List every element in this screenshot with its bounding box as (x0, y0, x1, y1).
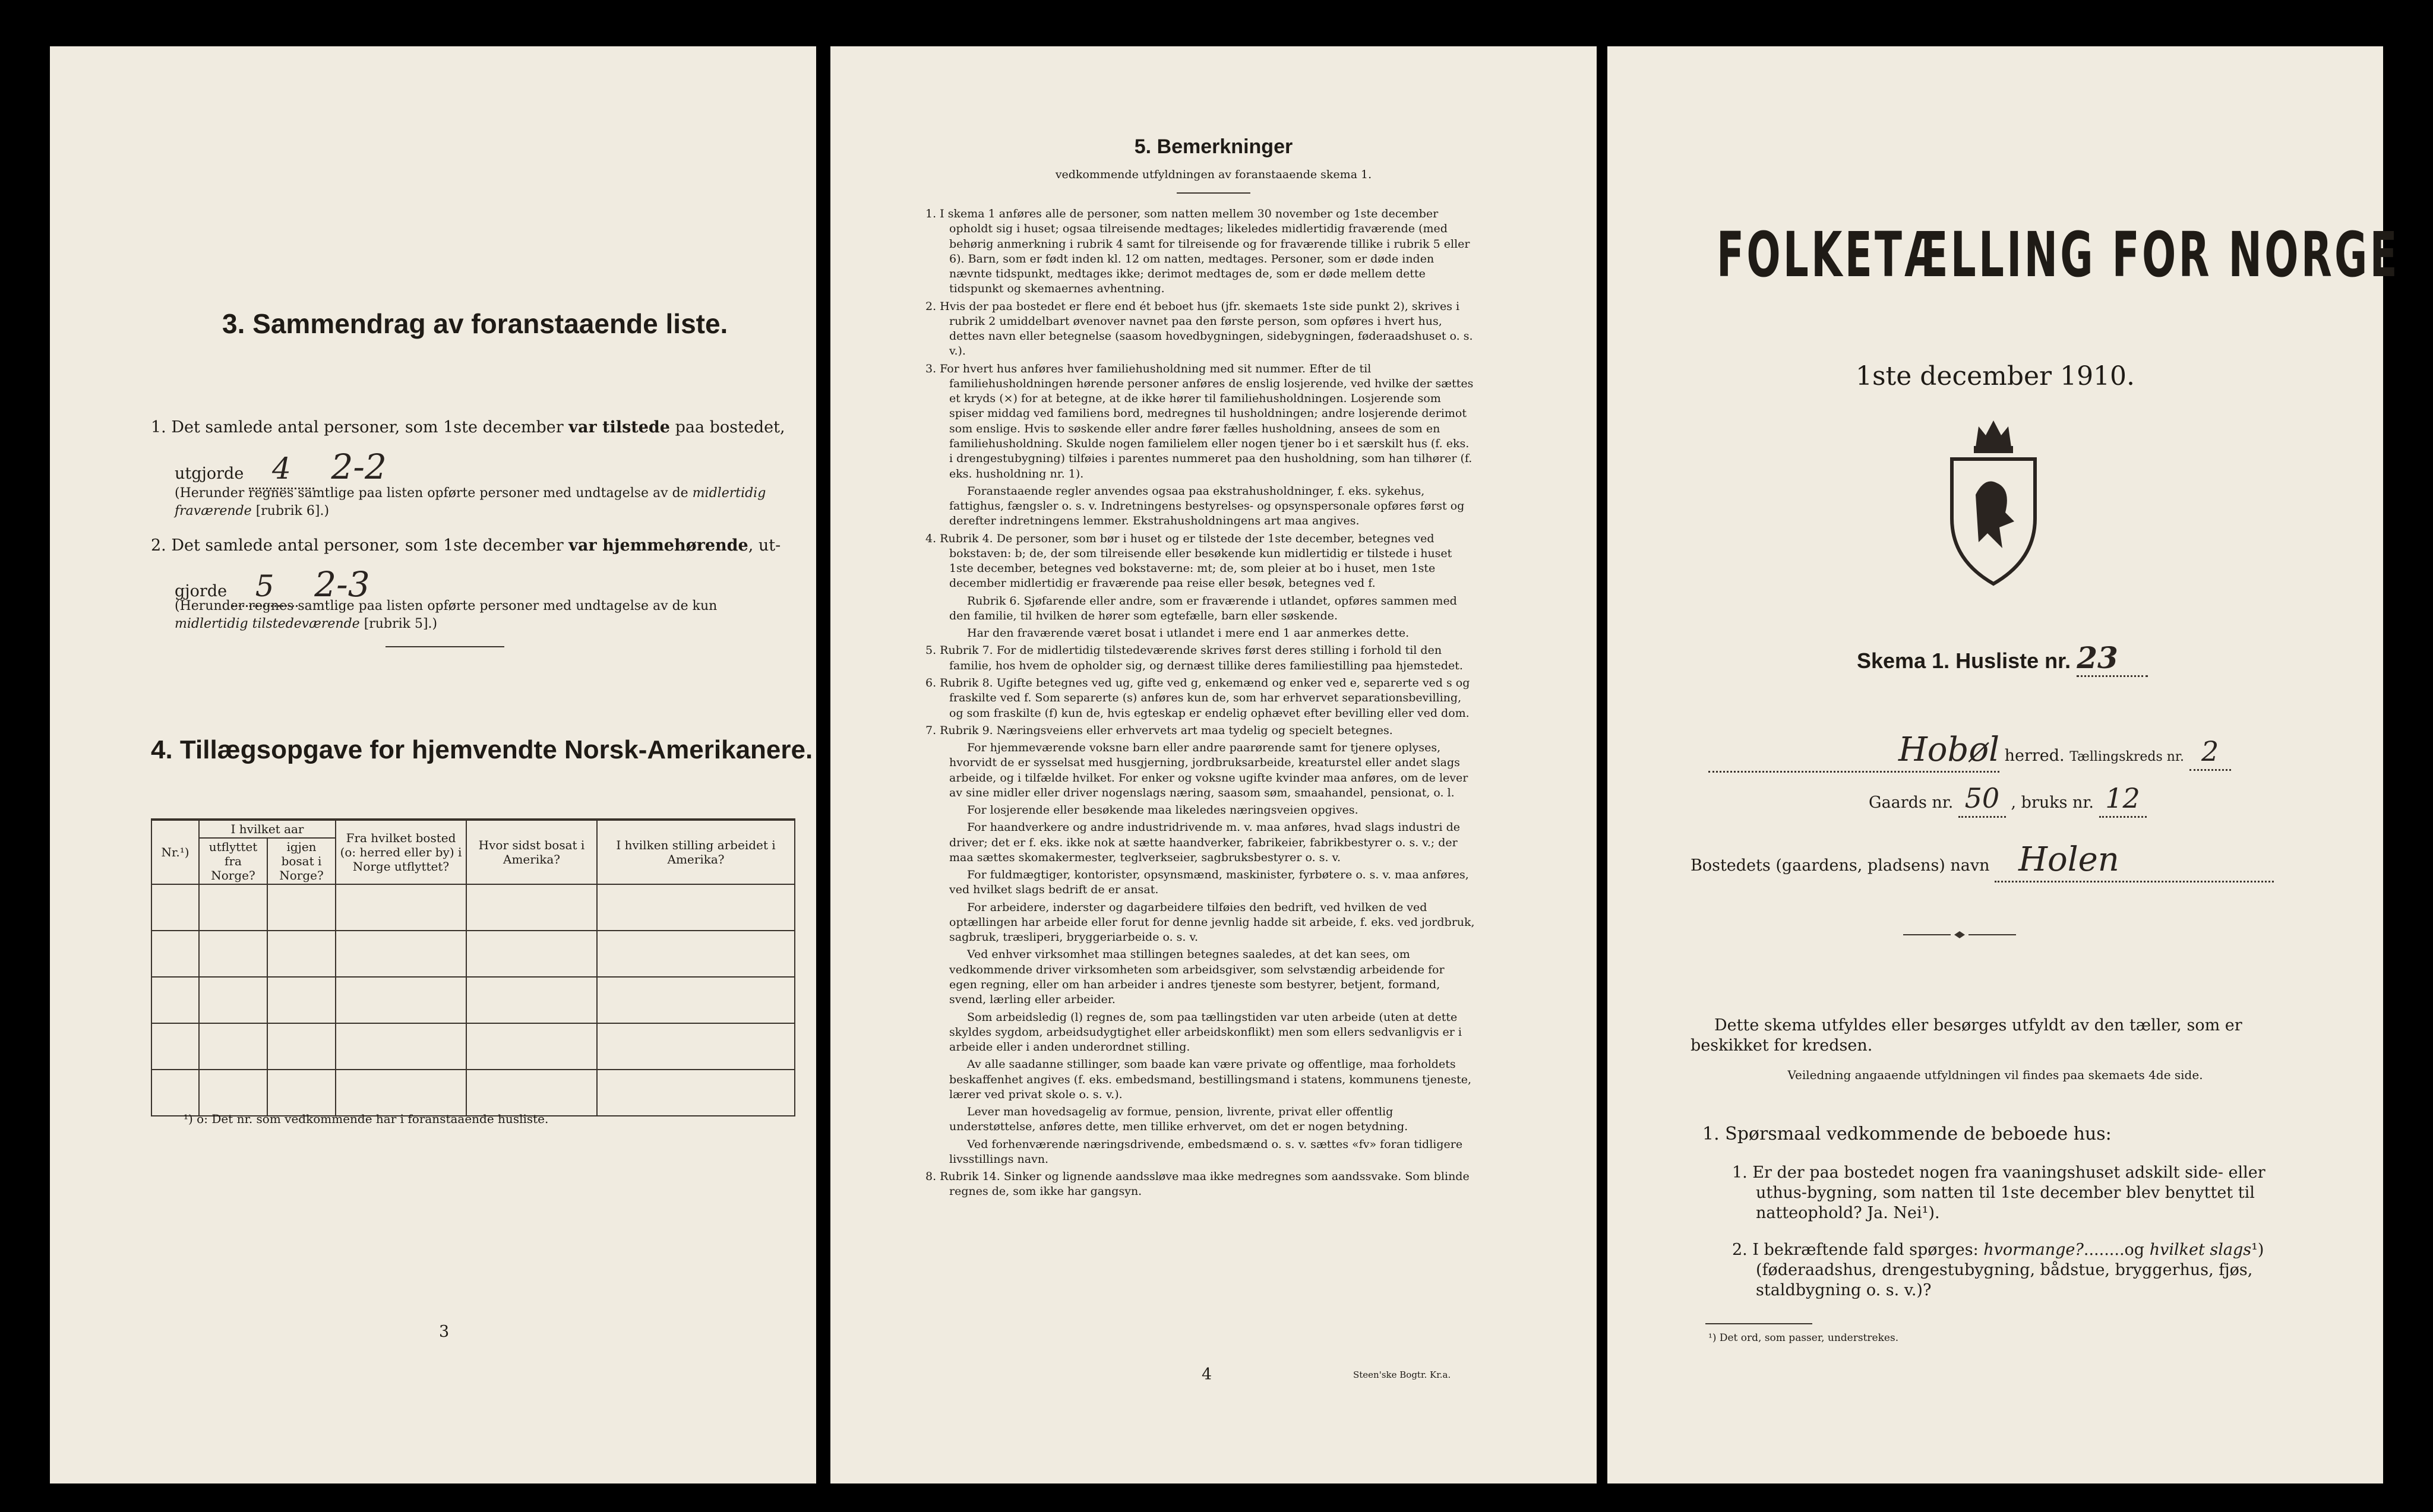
bruks-handwritten: 12 (2105, 782, 2140, 814)
kreds-handwritten: 2 (2201, 735, 2219, 767)
question1-2-text-b: ........og (2083, 1241, 2150, 1259)
remark-paragraph: 2. Hvis der paa bostedet er flere end ét beboet hus (jfr. skemaets 1ste side punkt 2), skrives i rubrik 2 umiddelbart øvenover navnet paa den første person, som opføres i hvert hus, dettes navn eller betegnelse (saasom hovedbygningen, sidebygningen, føderaadshuset o. s. v.). (925, 299, 1473, 358)
page-number-4: 4 (1202, 1365, 1212, 1384)
remarks-subtitle: vedkommende utfyldningen av foranstaaende skema 1. (1055, 168, 1372, 181)
table-cell (267, 931, 336, 977)
remark-paragraph: Ved forhenværende næringsdrivende, embedsmænd o. s. v. sættes «fv» foran tidligere livsstillings navn. (949, 1137, 1463, 1166)
section3-title: 3. Sammendrag av foranstaaende liste. (222, 308, 728, 339)
remark-paragraph: Ved enhver virksomhet maa stillingen betegnes saaledes, at det kan sees, om vedkommende driver virksomheten som arbeidsgiver, som selvstændig arbeidende for egen regning, eller om han arbeider i andres tjeneste som bestyrer, betjent, formand, svend, lærling eller arbeider. (949, 948, 1445, 1007)
table-row (151, 1070, 795, 1116)
coat-of-arms-icon (1943, 394, 2044, 590)
right-footnote: ¹) Det ord, som passer, understrekes. (1708, 1332, 1899, 1344)
ornament-divider-icon (1903, 929, 2016, 941)
item2-note-italic: midlertidig tilstedeværende (175, 616, 360, 631)
item2-bold: var hjemmehørende (568, 536, 748, 555)
remark-paragraph: Av alle saadanne stillinger, som baade kan være private og offentlige, maa forholdets beskaffenhet angives (f. eks. embedsmand, bestillingsmand i statens, kommunens tjeneste, lærer ved privat skole o. s. v.). (949, 1058, 1472, 1101)
kreds-label: Tællingskreds nr. (2069, 749, 2185, 764)
question1-2 (1732, 1240, 2320, 1300)
section4-title: 4. Tillægsopgave for hjemvendte Norsk-Amerikanere. (151, 735, 813, 764)
item1-bold: var tilstede (568, 418, 670, 436)
intro-text: Dette skema utfyldes eller besørges utfyldt av den tæller, som er beskikket for kredsen. (1691, 1016, 2242, 1055)
item2-handwritten-split: 2-3 (314, 564, 370, 605)
col-igjen: igjen bosat i Norge? (267, 838, 336, 884)
norsk-amerikanere-table (151, 818, 795, 1116)
remark-paragraph: For fuldmægtiger, kontorister, opsynsmænd, maskinister, fyrbøtere o. s. v. maa anføres, ved hvilket slags bedrift de er ansat. (949, 868, 1469, 897)
remark-paragraph: Lever man hovedsagelig av formue, pension, livrente, privat eller offentlig understøttelse, anføres dette, men tillike erhvervet, om det er nogen betydning. (949, 1105, 1408, 1134)
gaards-label: Gaards nr. (1869, 793, 1954, 812)
question1-1 (1732, 1163, 2320, 1223)
bosted-line (1691, 839, 2274, 882)
question1-2-italic: hvormange? (1983, 1241, 2084, 1259)
remark-paragraph: For haandverkere og andre industridrivende m. v. maa anføres, hvad slags industri de driver; det er f. eks. ikke nok at sætte haandverker, fabrikeier, fabrikbestyrer o. s. v.; der maa sættes skomakermester, teglverkseier, sagbruksbestyrer o. s. v. (949, 821, 1461, 864)
gaards-line (1869, 782, 2147, 818)
table-cell (336, 931, 466, 977)
section3-item2 (151, 536, 798, 556)
item2-note-text-b: [rubrik 5].) (359, 616, 438, 631)
table-cell (466, 884, 597, 931)
remark-paragraph: Rubrik 6. Sjøfarende eller andre, som er fraværende i utlandet, opføres sammen med den familie, til hvilken de hører som egtefælle, barn eller søskende. (949, 594, 1457, 622)
table-row (151, 884, 795, 931)
col-fra-bosted: Fra hvilket bosted (o: herred eller by) i Norge utflyttet? (336, 820, 466, 884)
table-cell (199, 1023, 267, 1070)
table-cell (151, 977, 199, 1023)
table-cell (466, 977, 597, 1023)
item1-text-b: paa bostedet, (669, 418, 785, 436)
col-group-year: I hvilket aar (199, 820, 336, 838)
table-cell (466, 931, 597, 977)
gaards-handwritten: 50 (1964, 782, 2000, 814)
left-page (50, 46, 816, 1483)
item2-text-b: , ut- (748, 536, 781, 555)
remark-paragraph: 4. Rubrik 4. De personer, som bør i huset og er tilstede der 1ste december, betegnes ved bokstaven: b; de, der som tilreisende eller besøkende kun midlertidig er tilstede i huset 1ste december, betegnes ved bokstaverne: mt; de, som pleier at bo i huset, men 1ste december midlertidig er fraværende paa reise eller besøk, betegnes ved f. (925, 532, 1452, 590)
middle-page (830, 46, 1597, 1483)
remark-paragraph: 1. I skema 1 anføres alle de personer, som natten mellem 30 november og 1ste december opholdt sig i huset; ogsaa tilreisende medtages; likeledes midlertidig fraværende (med behørig anmerkning i rubrik 4 samt for tilreisende og for fraværende tillike i rubrik 5 eller 6). Barn, som er født inden kl. 12 om natten, medtages. Personer, som er døde inden nævnte tidspunkt, medtages ikke; derimot medtages de, som er døde mellem dette tidspunkt og skemaernes avhentning. (925, 207, 1470, 296)
table-cell (597, 1023, 795, 1070)
question1-1-text: 1. Er der paa bostedet nogen fra vaaningshuset adskilt side- eller uthus-bygning, som natten til 1ste december blev benyttet til natteophold? (1732, 1163, 2265, 1222)
col-utflyttet: utflyttet fra Norge? (199, 838, 267, 884)
herred-line (1708, 729, 2302, 773)
section3-item1 (151, 417, 798, 438)
item1-note-text: (Herunder regnes samtlige paa listen opførte personer med undtagelse av de (175, 486, 693, 501)
table-cell (199, 977, 267, 1023)
table-row (151, 1023, 795, 1070)
question1-2-text-c: ¹) (føderaadshus, drengestubygning, bådstue, bryggerhus, fjøs, staldbygning o. s. v.)? (1756, 1241, 2264, 1299)
table-cell (151, 1070, 199, 1116)
page-number-3: 3 (439, 1323, 450, 1341)
item1-handwritten-split: 2-2 (331, 447, 387, 487)
bosted-handwritten: Holen (2018, 840, 2119, 879)
table-cell (267, 1023, 336, 1070)
item1-prefix: utgjorde (175, 464, 244, 483)
table-cell (199, 1070, 267, 1116)
remark-paragraph: Som arbeidsledig (l) regnes de, som paa tællingstiden var uten arbeide (uten at dette skyldes sygdom, arbeidsudygtighet eller arbeidskonflikt) men som ellers sedvanligvis er i arbeide eller i anden underordnet stilling. (949, 1010, 1462, 1054)
item2-text: 2. Det samlede antal personer, som 1ste december (151, 536, 569, 555)
item1-handwritten-total: 4 (272, 451, 291, 486)
col-hvor-sidst: Hvor sidst bosat i Amerika? (466, 820, 597, 884)
item1-note (175, 485, 792, 520)
remark-paragraph: Foranstaaende regler anvendes ogsaa paa ekstrahusholdninger, f. eks. sykehus, fattighus, fængsler o. s. v. Indretningens bestyrelses- og opsynspersonale opføres først og derefter indretningens lemmer. Ekstrahusholdningens art maa angives. (949, 484, 1465, 528)
item2-prefix: gjorde (175, 582, 227, 600)
census-date: 1ste december 1910. (1855, 361, 2135, 391)
bruks-label: , bruks nr. (2011, 793, 2094, 812)
question1-2-italic2: hvilket slags (2149, 1241, 2252, 1259)
remark-paragraph: 3. For hvert hus anføres hver familiehusholdning med sit nummer. Efter de til familiehusholdningen hørende personer anføres de enslig losjerende, ved hvilke der sættes et kryds (×) for at betegne, at de ikke hører til familiehusholdningen. Losjerende som spiser middag ved familiens bord, medregnes til husholdningen; andre losjerende derimot som enslige. Hvis to søskende eller andre fører fælles husholdning, ansees de som en familiehusholdning. Skulde nogen familielem eller nogen tjener bo i et særskilt hus (f. eks. i drengestubygning) tilføies i parentes nummeret paa den husholdning, som han tilhører (f. eks. husholdning nr. 1). (925, 362, 1474, 480)
remark-paragraph: For hjemmeværende voksne barn eller andre paarørende samt for tjenere oplyses, hvorvidt de er sysselsat med husgjerning, jordbruksarbeide, kreaturstel eller andet slags arbeide, og i tilfælde hvilket. For enker og voksne ugifte kvinder maa anføres, om de lever av sine midler eller driver nogenslags næring, saasom søm, smaahandel, pensionat, o. l. (949, 741, 1468, 799)
table-cell (199, 884, 267, 931)
item1-note-text-b: [rubrik 6].) (251, 503, 330, 518)
table-cell (597, 931, 795, 977)
divider (386, 646, 504, 647)
schema-label (1857, 640, 2148, 677)
table-cell (151, 1023, 199, 1070)
question1-title: 1. Spørsmaal vedkommende de beboede hus: (1702, 1124, 2112, 1144)
remark-paragraph: For losjerende eller besøkende maa likeledes næringsveien opgives. (967, 804, 1358, 817)
table-cell (466, 1070, 597, 1116)
table-cell (336, 1023, 466, 1070)
herred-label: herred. (2004, 746, 2065, 765)
remarks-body (925, 207, 1475, 1371)
bosted-label: Bostedets (gaardens, pladsens) navn (1691, 856, 1990, 875)
right-page (1607, 46, 2400, 1483)
question1-1-answer: Ja. Nei¹). (1867, 1203, 1940, 1222)
printer-mark: Steen'ske Bogtr. Kr.a. (1353, 1369, 1451, 1380)
item1-answer-line (175, 445, 531, 489)
item2-note (175, 597, 792, 632)
table-cell (267, 1070, 336, 1116)
table-cell (336, 884, 466, 931)
item1-note-italic: midlertidig fraværende (175, 486, 766, 518)
remark-paragraph: For arbeidere, inderster og dagarbeidere tilføies den bedrift, ved hvilken de ved optællingen har arbeide eller forut for denne jevnlig hadde sit arbeide, f. eks. ved jordbruk, sagbruk, træsliperi, bryggeriarbeide o. s. v. (949, 900, 1475, 944)
guidance-text: Veiledning angaaende utfyldningen vil findes paa skemaets 4de side. (1787, 1068, 2203, 1082)
herred-handwritten: Hobøl (1898, 730, 1999, 769)
table-cell (151, 884, 199, 931)
table-row (151, 977, 795, 1023)
table-cell (336, 1070, 466, 1116)
remarks-title: 5. Bemerkninger (1134, 135, 1293, 158)
table-cell (466, 1023, 597, 1070)
table-cell (267, 884, 336, 931)
col-nr: Nr.¹) (151, 820, 199, 884)
table-cell (597, 977, 795, 1023)
table-cell (336, 977, 466, 1023)
remark-paragraph: 6. Rubrik 8. Ugifte betegnes ved ug, gifte ved g, enkemænd og enker ved e, separerte ved s og fraskilte ved f. Som separerte (s) anføres kun de, som har erhvervet separationsbevilling, og som fraskilte (f) kun de, hvis egteskap er endelig ophævet efter bevilling eller ved dom. (925, 676, 1470, 720)
remark-paragraph: 5. Rubrik 7. For de midlertidig tilstedeværende skrives først deres stilling i forhold til den familie, hos hvem de opholder sig, og dernæst tillike deres familiestilling paa hjemstedet. (925, 644, 1463, 672)
footnote-divider (1705, 1323, 1812, 1324)
item1-text: 1. Det samlede antal personer, som 1ste december (151, 418, 569, 436)
census-title: FOLKETÆLLING FOR NORGE (1717, 219, 2400, 291)
table-cell (199, 931, 267, 977)
col-stilling: I hvilken stilling arbeidet i Amerika? (597, 820, 795, 884)
remark-paragraph: 7. Rubrik 9. Næringsveiens eller erhvervets art maa tydelig og specielt betegnes. (925, 723, 1393, 737)
item2-handwritten-total: 5 (255, 569, 274, 603)
remark-paragraph: 8. Rubrik 14. Sinker og lignende aandssløve maa ikke medregnes som aandssvake. Som blinde regnes de, som ikke har gangsyn. (925, 1170, 1470, 1198)
table-cell (151, 931, 199, 977)
item2-note-text: (Herunder regnes samtlige paa listen opførte personer med undtagelse av de kun (175, 599, 718, 613)
table-cell (267, 977, 336, 1023)
schema-label-text: Skema 1. Husliste nr. (1857, 649, 2071, 673)
section4-footnote: ¹) o: Det nr. som vedkommende har i foranstaaende husliste. (184, 1112, 549, 1126)
remarks-divider (1177, 192, 1250, 194)
table-cell (597, 1070, 795, 1116)
table-row (151, 931, 795, 977)
remark-paragraph: Har den fraværende været bosat i utlandet i mere end 1 aar anmerkes dette. (967, 627, 1410, 640)
husliste-number-handwritten: 23 (2077, 640, 2118, 675)
question1-2-text: 2. I bekræftende fald spørges: (1732, 1241, 1984, 1259)
table-cell (597, 884, 795, 931)
